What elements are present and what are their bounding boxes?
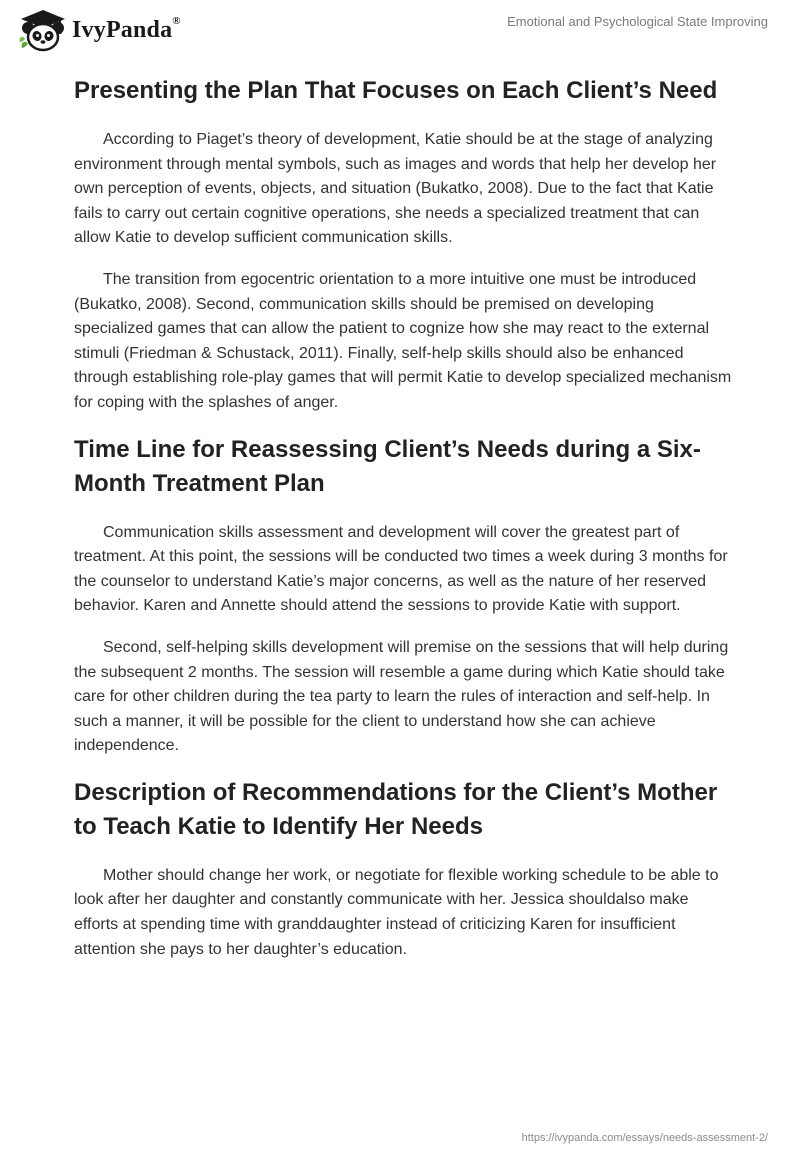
running-title: Emotional and Psychological State Improving [507, 14, 768, 29]
page-header [0, 0, 800, 60]
paragraph: Communication skills assessment and development will cover the greatest part of treatment. At this point, the sessions will be conducted two times a week during 3 months for the counselor to understand Katie’s major concerns, as well as the nature of her reserved behavior. Karen and Annette should attend the sessions to provide Katie with support. [74, 523, 728, 615]
paragraph: According to Piaget’s theory of development, Katie should be at the stage of analyzing environment through mental symbols, such as images and words that help her develop her own perception of events, objects, and situation (Bukatko, 2008). Due to the fact that Katie fails to carry out certain cognitive operations, she needs a specialized treatment that can allow Katie to develop sufficient communication skills. [74, 131, 717, 247]
source-url[interactable]: https://ivypanda.com/essays/needs-assessment-2/ [521, 1132, 768, 1144]
section-timeline [74, 433, 734, 759]
panda-graduate-icon [18, 8, 68, 52]
section-heading: Description of Recommendations for the Client’s Mother to Teach Katie to Identify Her Needs [74, 778, 718, 840]
logo-wordmark: IvyPanda® [72, 14, 181, 43]
paragraph: The transition from egocentric orientation to a more intuitive one must be introduced (Bukatko, 2008). Second, communication skills should be premised on developing specialized games that can allow the patient to cognize how she may react to the external stimuli (Friedman & Schustack, 2011). Finally, self-help skills should also be enhanced through establishing role-play games that will permit Katie to develop specialized mechanism for coping with the splashes of anger. [74, 270, 732, 411]
section-recommendations [74, 776, 734, 962]
section-plan [74, 74, 734, 416]
paragraph: Mother should change her work, or negotiate for flexible working schedule to be able to look after her daughter and constantly communicate with her. Jessica shouldalso make efforts at spending time with granddaughter instead of criticizing Karen for insufficient attention she pays to her daughter’s education. [74, 866, 719, 958]
section-heading: Presenting the Plan That Focuses on Each Client’s Need [74, 77, 718, 104]
paragraph: Second, self-helping skills development will premise on the sessions that will help during the subsequent 2 months. The session will resemble a game during which Katie should take care for other children during the tea party to learn the rules of interaction and self-help. In such a manner, it will be possible for the client to understand how she can achieve independence. [74, 638, 729, 755]
section-heading: Time Line for Reassessing Client’s Needs during a Six-Month Treatment Plan [74, 435, 701, 497]
ivypanda-logo[interactable] [18, 8, 181, 52]
essay-content [74, 74, 734, 979]
